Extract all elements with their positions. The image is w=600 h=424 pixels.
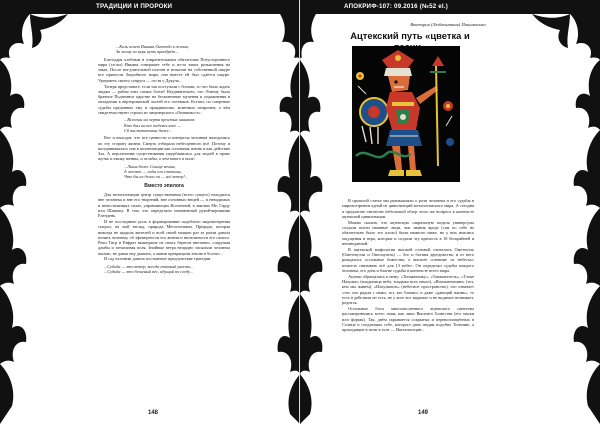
left-tribal-ornament-icon [0,0,84,424]
left-inner-tribal-ornament-icon [236,0,300,424]
right-running-header: АПОКРИФ-107: 09.2016 (№52 el.) [344,3,449,10]
article-author: Виктория (Любопытная) Пашинченко [410,22,486,27]
verse-line: ...Судьба — это ветер, всегда готовый унести... [104,263,194,269]
verse-line: ...Коль хочет Иньяна Онетейо в жизни, [116,44,189,49]
paragraph: Благодаря хлебным и отвратительным обитателям Потустороннего мира (га-лы) Иньяна совершает тебе и из-за таких разъяснения на заказ. После им-длительной погони и испытан на собственной шкуре все прилести Загробного мира, она вместе ей был сдаётся шкуре. Уразуметь своего супруга — гостя у Дукуля... [98,56,230,83]
paragraph: Вот и выходит, что все ценности и интересы человека находились по эту сторону жизни. Смерть отбирала небесценного всё. Потому и воспринималась она в колонизации как сплошная жизнь и как действие Зла. А перспектива существования ущербывалась для людей в право жутко и ежику женны, и отлабы, о чем много в пиле: [98,135,230,162]
paragraph: И сад человеке давало постоянное предчувствие трагедии. [104,256,212,262]
verse-line: ...Судьба — это бешеный пёс, идущий по следу... [104,269,193,275]
right-page-number: 149 [418,410,429,416]
aztec-deity-illustration [352,46,460,182]
paragraph: Для мезопотамции центр существования (всего сущего) находился вне человека и вне его творений, вне основных вещей — в невидимых и непостижимых силах, управляющих Вселенной, в законах Ме, Гарду или Шамашу. В том, что определяло неизменный рукой-верования Рлендень. [98,191,230,219]
right-inner-tribal-ornament-icon [300,0,340,424]
verse-line: Кто был на все падеясь кто — [124,122,181,128]
left-verse-2 [124,164,230,180]
paragraph: В прошлой статье мы размышляли о роли человека и его судьбы в мировоззрении одной из цивилизаций мезопотамского мира. А сегодня я предлагаю читателю небольшой обзор этого же вопроса в контексте ацтекской цивилизации. [342,198,474,219]
left-verse-3 [104,264,230,275]
left-running-header: ТРАДИЦИИ И ПРОРОКИ [96,3,173,10]
verse-line: ...Вселены на черта простых шинаков: [124,117,196,123]
paragraph: Ацтеки обращались к нему: «Тонакатлику», «Тонакатеотль», «Тлоке Нахуаке» (владычица неба, владыка всех начал), «Ипальнемоани» (тот, кем мы живем), «Ильуикатль» (небесное пространство), что означает «тот, кто рядом с нами, тот, кто близко» и даже «дающий жизнь», то есть в действии он есть, не у кого все видимое и не видимое возникает, родится. [342,273,474,306]
left-text-column [98,44,230,276]
paragraph: Остальные боги многочисленного ацтекского пантеона рассматривались всего лишь как лики Высшего Божества (его маски или формы). Так, днём скрывается сокрытых и перевоплощённых в Солнце и следующих себе, которого дана людям подобно Тоналию, а приходящие в ночи в теле — Иштлокелцин... [342,305,474,333]
verse-line: А человек — годы его считаны, [124,169,182,175]
right-page [300,0,600,424]
paragraph: Теперь представьте, если так поступали с богами, то что было ждать людям — рабам этих самых богов! Неудивительно, что Этнему было брачное Подземное царстве на бесконечные мучения и упражнения в овладении к вертерианской частей его потемков. Кстати, по смертные судьбы преданных ему и правдивоших, конечных непричем, о чём свидетельствуют строки из лицемерского «Онипимост»: [98,83,231,116]
left-epigraph [116,44,230,55]
right-tribal-ornament-icon [516,0,600,424]
verse-line: ...Лишь более Солнце вечны, [124,163,176,169]
verse-line: Что бы не делал он — всё ветер!.. [124,174,187,180]
verse-line: Сб пасмотатимы даже... [124,127,172,133]
verse-line: За холму за нерь путь приобрёт... [116,49,179,55]
paragraph: Можно сказать, что ацтекскую сакральную модель универсума создали почти наивные люди, чьи знания вроде (сам по себе не обязательно было это плохо) были намного ниже, но у них имелись ощущения и вера, которые и создали эту крепость в 18 бескрайней и неизведанной. [342,219,474,246]
article-title: Ацтекский путь «цветка и [350,30,470,41]
left-page-number: 148 [148,410,159,416]
left-verse-1 [124,117,230,133]
section-subheading: Вместо эпилога [144,182,184,189]
paragraph: И не последнюю роль в формировании подобного мировоззрения сыграл, на мой взгляд, природа Месопотамии. Природа, которая никогда не щадила жителей и всей своей мощью раз за разом давала понять человеку об эфемерности его жизни и ничтожности его самого. Реки Тигр и Евфрат вышедшие из своих берегов внезапно, сокрушая дамбы и затапливая поля. Знойные ветра нещадно засыпали человека пылью, не давая ему дышать, а ливни превращали землю в болото... [98,218,230,256]
right-text-column [342,198,474,333]
paragraph: В ацтекской мифологии высшей основой считались Ометеотль (Ометекутли и Омесиуатль) — бог и богиня двуединства, и от него рождались остальные божества, а высшее сознание «в небесах» помогло связывать всё для 13 небес. Он определял судьбы каждого человека, его день и благие судьбы в контексте всего мира. [342,246,474,273]
